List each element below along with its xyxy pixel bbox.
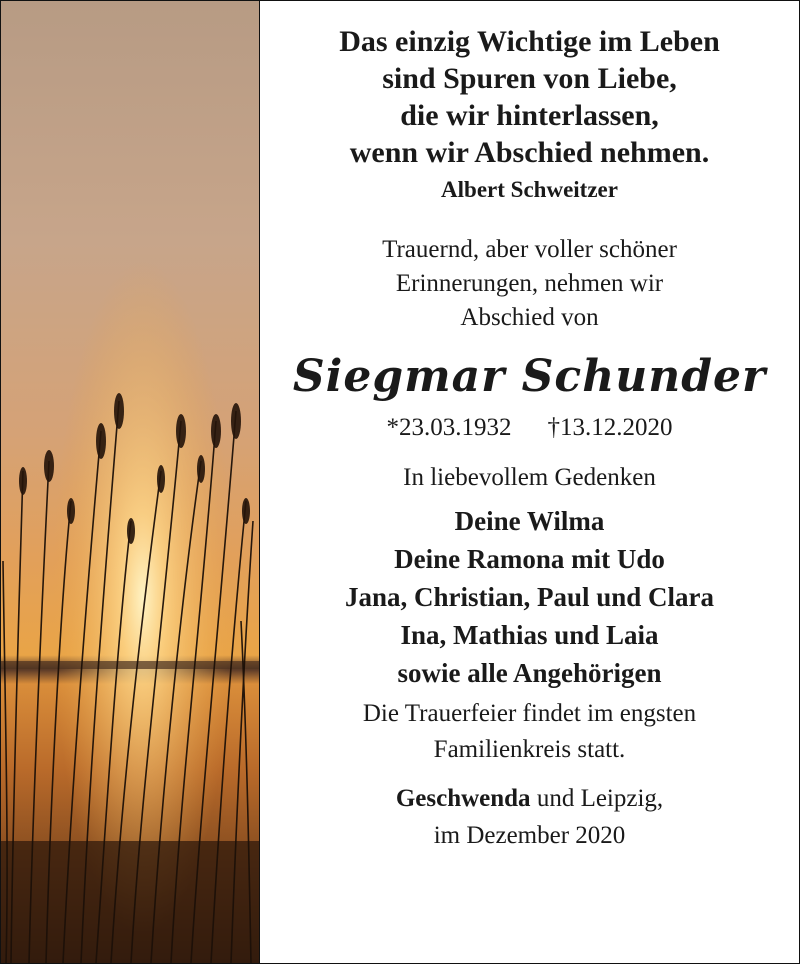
death-date: †13.12.2020	[547, 414, 673, 441]
quote-line: Das einzig Wichtige im Leben	[339, 25, 720, 58]
mourner-line: Deine Ramona mit Udo	[394, 544, 665, 574]
quote-author: Albert Schweitzer	[441, 177, 618, 202]
deceased-name: Siegmar Schunder	[292, 351, 767, 402]
mourner-line: sowie alle Angehörigen	[397, 658, 662, 688]
place-and-date	[396, 780, 663, 854]
intro-line: Abschied von	[460, 304, 599, 331]
intro-line: Trauernd, aber voller schöner	[382, 236, 677, 263]
star-icon: *	[386, 414, 399, 441]
mourners-list	[345, 502, 714, 692]
place-rest: und Leipzig,	[530, 785, 664, 812]
sunset-reeds-photo	[1, 1, 260, 963]
ceremony-line: Die Trauerfeier findet im engsten	[362, 700, 697, 727]
quote-block	[339, 23, 720, 171]
mourner-line: Ina, Mathias und Laia	[400, 620, 659, 650]
ceremony-note	[363, 696, 696, 768]
birth-date: *23.03.1932	[386, 414, 512, 441]
obituary-text-column	[260, 1, 799, 963]
mourner-line: Deine Wilma	[454, 506, 605, 536]
ceremony-line: Familienkreis statt.	[433, 736, 626, 763]
memory-line: In liebevollem Gedenken	[403, 464, 656, 491]
town-name: Geschwenda	[395, 785, 531, 812]
intro-text	[382, 233, 677, 335]
intro-line: Erinnerungen, nehmen wir	[395, 270, 664, 297]
date-line: im Dezember 2020	[433, 822, 626, 849]
mourner-line: Jana, Christian, Paul und Clara	[344, 582, 715, 612]
place-line	[396, 780, 663, 817]
sunset-reeds-image	[1, 1, 259, 963]
quote-line: sind Spuren von Liebe,	[382, 62, 677, 95]
quote-line: die wir hinterlassen,	[400, 99, 659, 132]
life-dates	[387, 414, 673, 442]
cross-icon: †	[547, 414, 560, 441]
quote-line: wenn wir Abschied nehmen.	[349, 136, 710, 169]
